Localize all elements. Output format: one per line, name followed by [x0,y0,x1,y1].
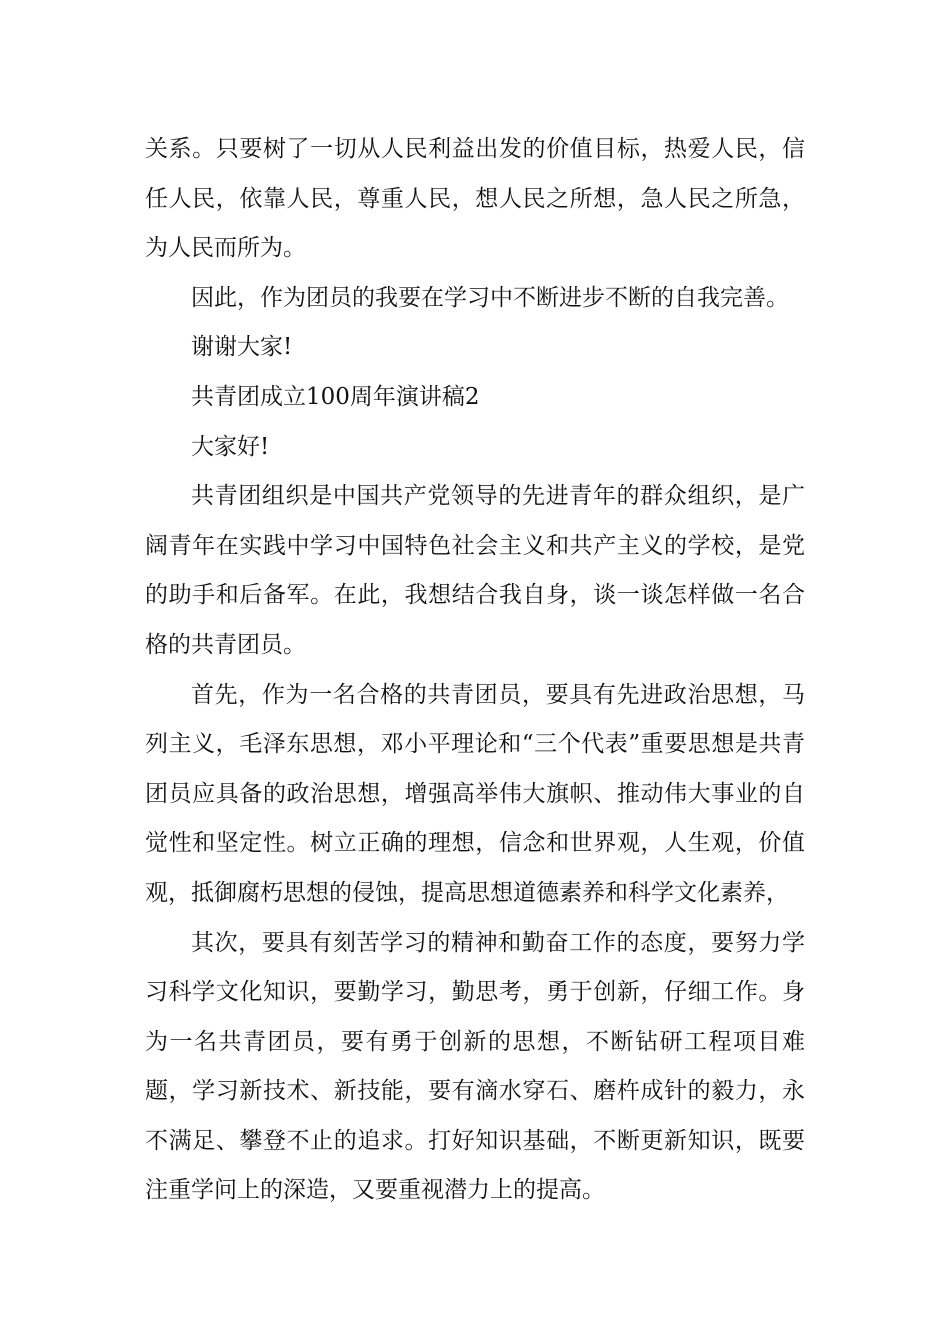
paragraph-continuation: 关系。只要树了一切从人民利益出发的价值目标，热爱人民，信任人民，依靠人民，尊重人民，想人民之所想，急人民之所急，为人民而所为。 [145,136,805,262]
paragraph-second-point: 其次，要具有刻苦学习的精神和勤奋工作的态度，要努力学习科学文化知识，要勤学习，勤思考，勇于创新，仔细工作。身为一名共青团员，要有勇于创新的思想，不断钻研工程项目难题，学习新技术、新技能，要有滴水穿石、磨杵成针的毅力，永不满足、攀登不止的追求。打好知识基础，不断更新知识，既要注重学问上的深造，又要重视潜力上的提高。 [145,929,805,1204]
paragraph-conclusion: 因此，作为团员的我要在学习中不断进步不断的自我完善。 [191,284,789,311]
paragraph-first-point: 首先，作为一名合格的共青团员，要具有先进政治思想，马列主义，毛泽东思想，邓小平理论和“三个代表”重要思想是共青团员应具备的政治思想，增强高举伟大旗帜、推动伟大事业的自觉性和坚定性。树立正确的理想，信念和世界观，人生观，价值观，抵御腐朽思想的侵蚀，提高思想道德素养和科学文化素养， [145,681,805,906]
paragraph-thanks: 谢谢大家! [191,334,293,361]
greeting: 大家好! [191,433,270,460]
paragraph-introduction: 共青团组织是中国共产党领导的先进青年的群众组织，是广阔青年在实践中学习中国特色社会主义和共产主义的学校，是党的助手和后备军。在此，我想结合我自身，谈一谈怎样做一名合格的共青团员。 [145,483,805,658]
speech-title: 共青团成立100周年演讲稿2 [191,383,480,410]
document-body [145,125,805,1216]
